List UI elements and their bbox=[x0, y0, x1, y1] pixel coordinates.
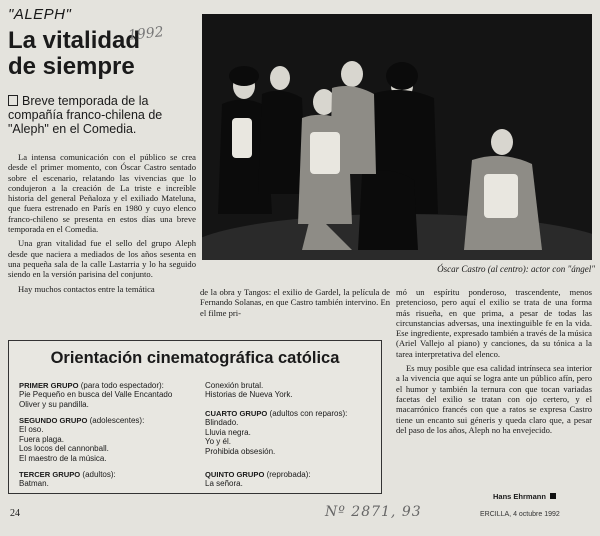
group-2 bbox=[19, 416, 144, 463]
group-title: SEGUNDO GRUPO bbox=[19, 416, 88, 425]
stage-photo bbox=[202, 14, 592, 260]
headline bbox=[8, 28, 198, 80]
page-number: 24 bbox=[10, 508, 20, 519]
film-title: El oso. bbox=[19, 425, 44, 435]
film-title: Lluvia negra. bbox=[205, 427, 251, 437]
film-title: Blindado. bbox=[205, 418, 239, 428]
section-tag: "ALEPH" bbox=[8, 6, 72, 23]
article-column-3 bbox=[396, 287, 592, 439]
paragraph: mó un espíritu ponderoso, trascendente, menos pretencioso, pero aquí el exilio se trata de una forma más risueña, en que prima, a pesar de todas las circunstancias adversas, una inextinguible fe en la vida. Ese ingrediente, expresado también a través de la música (Ariel Vallejo al piano) y canciones, da su tónica a la tarea interpretativa del elenco. bbox=[396, 287, 592, 359]
group-1 bbox=[19, 381, 172, 409]
article-column-1 bbox=[8, 152, 196, 298]
film-title: Oliver y su pandilla. bbox=[19, 399, 89, 409]
film-title: Pie Pequeño en busca del Valle Encantado bbox=[19, 390, 173, 400]
paragraph: Una gran vitalidad fue el sello del grupo Aleph desde que naciera a mediados de los años sesenta en una pequeña sala de la calle Lastarria y lo ha seguido siendo en la versión parisina del conjunto. bbox=[8, 238, 196, 280]
film-title: Conexión brutal. bbox=[205, 381, 264, 390]
group-3-continued bbox=[205, 381, 293, 400]
handwritten-archive-number: Nº 2871, 93 bbox=[325, 504, 422, 520]
film-title: Los locos del cannonball. bbox=[19, 444, 109, 454]
film-title: La señora. bbox=[205, 479, 243, 489]
paragraph: Hay muchos contactos entre la temática bbox=[18, 283, 155, 294]
group-subtitle: (para todo espectador): bbox=[80, 381, 164, 390]
group-subtitle: (adolescentes): bbox=[89, 416, 145, 425]
group-5 bbox=[205, 470, 311, 489]
group-title: PRIMER GRUPO bbox=[19, 381, 79, 390]
end-mark-icon bbox=[550, 493, 556, 499]
paragraph: Es muy posible que esa calidad intrínseca sea interior a la vivencia que aquí se logra ante un público afín, pero el humor y también la ternura con que tocan variadas facetas del exilio se tratan con ojo certero, y el macarrónico francés con que a ratos se expresa Castro tiene un encanto sui géneris y queda claro que, a pesar del paso de los años, Aleph no ha envejecido. bbox=[396, 363, 592, 435]
headline-line-2: de siempre bbox=[8, 53, 135, 80]
publication-line: ERCILLA, 4 octubre 1992 bbox=[480, 511, 560, 518]
article-column-2 bbox=[200, 287, 390, 322]
group-3 bbox=[19, 470, 116, 489]
bullet-box-icon bbox=[8, 95, 18, 106]
group-title: CUARTO GRUPO bbox=[205, 409, 268, 418]
film-title: Batman. bbox=[19, 479, 49, 489]
handwritten-note: 1992 bbox=[127, 24, 165, 44]
photo-caption: Óscar Castro (al centro): actor con "ángel" bbox=[437, 264, 595, 274]
film-title: Prohibida obsesión. bbox=[205, 446, 276, 456]
group-4 bbox=[205, 409, 347, 456]
group-subtitle: (reprobada): bbox=[266, 470, 311, 479]
group-subtitle: (adultos): bbox=[82, 470, 116, 479]
group-subtitle: (adultos con reparos): bbox=[269, 409, 348, 418]
film-title: Fuera plaga. bbox=[19, 434, 64, 444]
byline bbox=[493, 492, 556, 501]
group-title: QUINTO GRUPO bbox=[205, 470, 265, 479]
deck-text: Breve temporada de la compañía franco-chilena de "Aleph" en el Comedia. bbox=[8, 94, 163, 136]
deck bbox=[8, 94, 196, 136]
film-rating-box bbox=[8, 340, 382, 494]
group-title: TERCER GRUPO bbox=[19, 470, 81, 479]
paragraph: de la obra y Tangos: el exilio de Gardel, la película de Fernando Solanas, en que Castro también intervino. En el filme pri- bbox=[200, 287, 390, 318]
actors-photo-illustration bbox=[202, 14, 592, 260]
film-title: Historias de Nueva York. bbox=[205, 390, 293, 400]
box-title: Orientación cinematográfica católica bbox=[50, 349, 340, 367]
byline-author: Hans Ehrmann bbox=[493, 492, 546, 501]
paragraph: La intensa comunicación con el público se crea desde el primer momento, con Óscar Castro sentado sobre el escenario, relatando las vivencias que lo condujeron a la creación de La triste e increíble historia del general Peñaloza y el exiliado Mateluna, que fuera estrenado en París en 1980 y cuyo elenco franco-chileno se presenta en estos días una breve temporada en el Comedia. bbox=[8, 152, 196, 235]
film-title: El maestro de la música. bbox=[19, 453, 107, 463]
film-title: Yo y él. bbox=[205, 437, 231, 447]
headline-line-1: La vitalidad bbox=[8, 27, 141, 54]
